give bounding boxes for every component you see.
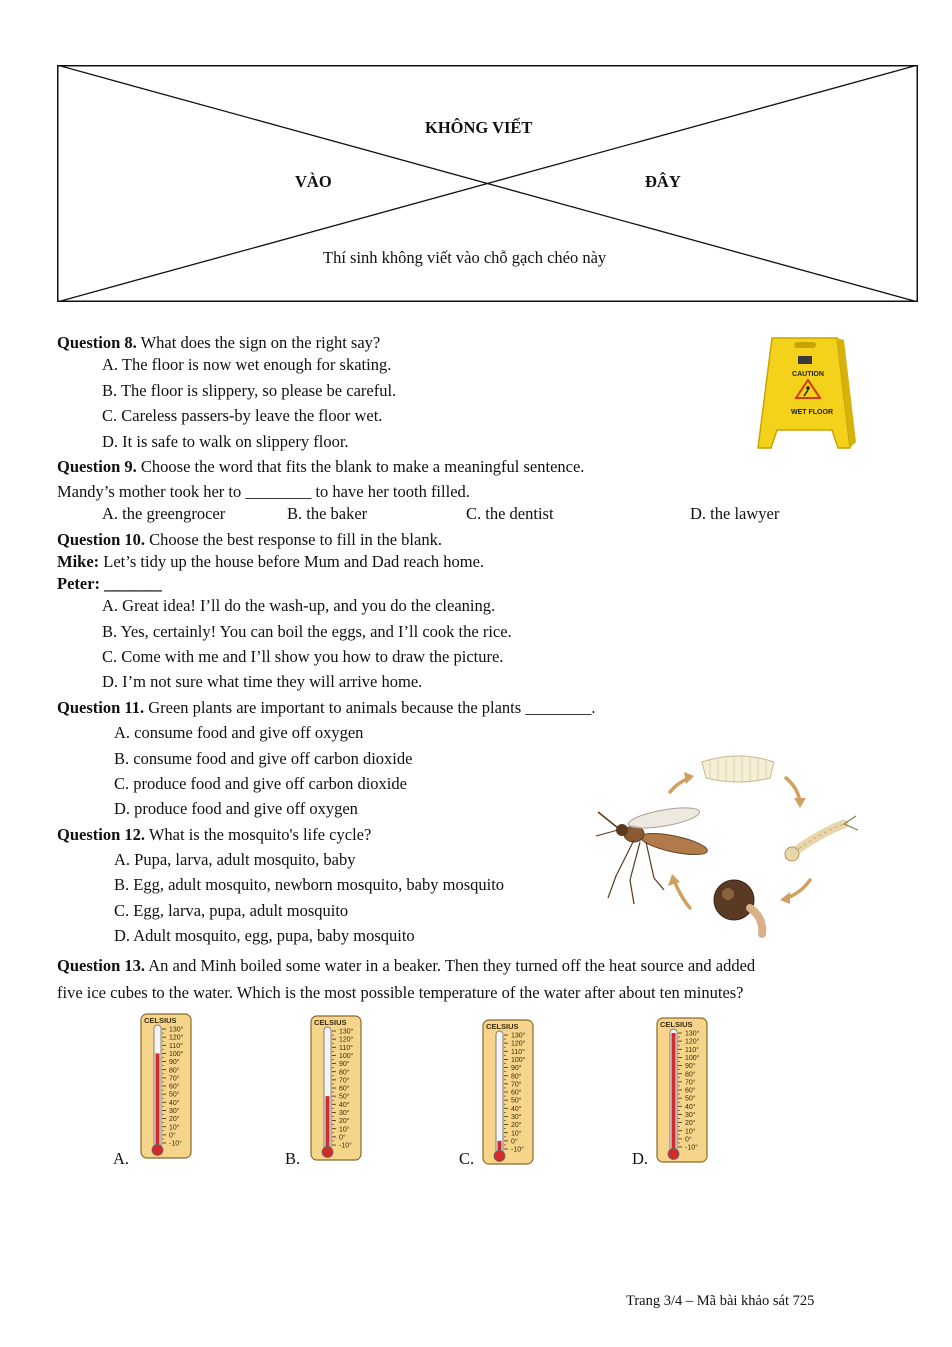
thermometer-scale-label: 90° xyxy=(339,1061,350,1069)
thermometer-scale-label: 90° xyxy=(685,1063,696,1071)
q11-stem xyxy=(57,698,595,718)
no-write-left: VÀO xyxy=(295,172,332,191)
q9-text: Choose the word that fits the blank to make a meaningful sentence. xyxy=(136,457,585,476)
thermometer-scale-label: 70° xyxy=(339,1077,350,1085)
thermometer-scale-label: 100° xyxy=(339,1053,354,1061)
q8-stem xyxy=(57,333,380,353)
q9-label: Question 9. xyxy=(57,457,137,476)
thermometer-scale-label: 60° xyxy=(169,1083,180,1091)
q10-stem xyxy=(57,530,442,550)
thermometer-option-b xyxy=(310,1015,364,1165)
thermometer-scale-label: -10° xyxy=(685,1144,698,1152)
thermometer-scale-label: 90° xyxy=(169,1059,180,1067)
q9-option-b: B. the baker xyxy=(287,504,368,523)
q12-option-b: B. Egg, adult mosquito, newborn mosquito, baby mosquito xyxy=(114,875,505,894)
wet-floor-sign-illustration xyxy=(752,330,857,455)
thermometer-scale-label: 70° xyxy=(685,1079,696,1087)
q9-sentence: Mandy’s mother took her to ________ to have her tooth filled. xyxy=(57,482,470,501)
q11-option-d: D. produce food and give off oxygen xyxy=(114,799,358,818)
q13-text-line1: An and Minh boiled some water in a beaker. Then they turned off the heat source and added xyxy=(145,956,756,975)
thermometer-scale-label: 110° xyxy=(169,1042,183,1050)
thermometer-scale-label: 50° xyxy=(511,1097,522,1105)
thermometer-mercury-d xyxy=(672,1033,676,1153)
q9-stem xyxy=(57,457,584,477)
thermometer-scale-label: 130° xyxy=(169,1026,184,1034)
thermometer-scale-label: 110° xyxy=(339,1044,353,1052)
mosquito-life-cycle-illustration xyxy=(594,748,864,940)
thermometer-scale-label: 10° xyxy=(169,1124,180,1132)
q8-option-c: C. Careless passers-by leave the floor wet. xyxy=(102,406,383,425)
thermometer-bulb xyxy=(494,1151,505,1162)
q10-option-c: C. Come with me and I’ll show you how to draw the picture. xyxy=(102,647,504,666)
thermometer-scale-label: 50° xyxy=(339,1093,350,1101)
thermometer-scale-label: 0° xyxy=(169,1132,176,1140)
q9-option-d: D. the lawyer xyxy=(690,504,780,523)
thermometer-scale-label: 50° xyxy=(169,1091,180,1099)
thermometer-scale-label: 80° xyxy=(511,1073,522,1081)
thermometer-scale-label: 120° xyxy=(685,1038,700,1046)
q10-mike-label: Mike: xyxy=(57,552,100,571)
thermometer-scale-label: 0° xyxy=(511,1138,518,1146)
sign-wet-floor-text: WET FLOOR xyxy=(791,409,833,416)
q12-text: What is the mosquito's life cycle? xyxy=(145,825,372,844)
thermometer-scale-label: -10° xyxy=(511,1146,524,1154)
q11-option-a: A. consume food and give off oxygen xyxy=(114,723,364,742)
thermometer-bulb xyxy=(152,1145,163,1156)
sign-caution-text: CAUTION xyxy=(792,371,824,378)
thermometer-scale-label: 10° xyxy=(685,1128,696,1136)
thermometer-scale-label: 40° xyxy=(685,1103,696,1111)
q10-mike-line xyxy=(57,552,484,572)
thermometer-option-d xyxy=(656,1017,710,1165)
thermometer-scale-label: 110° xyxy=(511,1048,525,1056)
thermometer-scale-label: 30° xyxy=(169,1108,180,1116)
thermometer-scale-label: 60° xyxy=(511,1089,522,1097)
q13-option-d-letter: D. xyxy=(632,1149,649,1168)
q10-peter-line xyxy=(57,574,162,594)
adult-mosquito-icon xyxy=(596,804,709,904)
thermometer-scale-label: 0° xyxy=(339,1134,346,1142)
thermometer-title: CELSIUS xyxy=(486,1022,519,1031)
q12-option-a: A. Pupa, larva, adult mosquito, baby xyxy=(114,850,356,869)
thermometer-scale-label: 40° xyxy=(339,1101,350,1109)
no-write-note: Thí sinh không viết vào chỗ gạch chéo này xyxy=(323,248,607,267)
thermometer-scale-label: 70° xyxy=(169,1075,180,1083)
q11-label: Question 11. xyxy=(57,698,145,717)
q13-option-c-letter: C. xyxy=(459,1149,475,1168)
q12-option-d: D. Adult mosquito, egg, pupa, baby mosquito xyxy=(114,926,415,945)
q8-option-a: A. The floor is now wet enough for skating. xyxy=(102,355,392,374)
larva-icon xyxy=(785,816,858,861)
thermometer-scale-label: 130° xyxy=(511,1032,526,1040)
thermometer-scale-label: 40° xyxy=(169,1099,180,1107)
thermometer-scale-label: -10° xyxy=(339,1142,352,1150)
q13-label: Question 13. xyxy=(57,956,146,975)
q10-option-a: A. Great idea! I’ll do the wash-up, and you do the cleaning. xyxy=(102,596,496,615)
thermometer-scale-label: 20° xyxy=(685,1120,696,1128)
no-write-line1: KHÔNG VIẾT xyxy=(425,118,533,137)
thermometer-scale-label: 120° xyxy=(339,1036,354,1044)
thermometer-scale-label: 70° xyxy=(511,1081,522,1089)
q13-option-a-letter: A. xyxy=(113,1149,130,1168)
thermometer-scale-label: 100° xyxy=(685,1055,700,1063)
q8-text: What does the sign on the right say? xyxy=(136,333,381,352)
no-write-box xyxy=(57,65,918,302)
thermometer-scale-label: 120° xyxy=(511,1040,526,1048)
q10-option-b: B. Yes, certainly! You can boil the eggs, and I’ll cook the rice. xyxy=(102,622,512,641)
thermometer-scale-label: 80° xyxy=(685,1071,696,1079)
thermometer-scale-label: 30° xyxy=(339,1110,350,1118)
q10-mike-text: Let’s tidy up the house before Mum and Dad reach home. xyxy=(99,552,485,571)
thermometer-bulb xyxy=(668,1149,679,1160)
q8-option-d: D. It is safe to walk on slippery floor. xyxy=(102,432,349,451)
thermometer-scale-label: 30° xyxy=(685,1112,696,1120)
egg-raft-icon xyxy=(702,755,774,782)
thermometer-bulb xyxy=(322,1147,333,1158)
thermometer-option-a xyxy=(140,1013,194,1163)
q11-option-c: C. produce food and give off carbon dioxide xyxy=(114,774,407,793)
thermometer-scale-label: 20° xyxy=(169,1116,180,1124)
thermometer-title: CELSIUS xyxy=(314,1018,347,1027)
thermometer-scale-label: 20° xyxy=(339,1118,350,1126)
q12-stem xyxy=(57,825,371,845)
q12-label: Question 12. xyxy=(57,825,146,844)
thermometer-mercury-a xyxy=(156,1053,160,1149)
thermometer-scale-label: 20° xyxy=(511,1122,522,1130)
thermometer-scale-label: 40° xyxy=(511,1105,522,1113)
thermometer-scale-label: 130° xyxy=(685,1030,700,1038)
thermometer-scale-label: 30° xyxy=(511,1114,522,1122)
q13-option-b-letter: B. xyxy=(285,1149,301,1168)
q12-option-c: C. Egg, larva, pupa, adult mosquito xyxy=(114,901,349,920)
q9-option-a: A. the greengrocer xyxy=(102,504,226,523)
q10-option-d: D. I’m not sure what time they will arrive home. xyxy=(102,672,423,691)
q9-option-c: C. the dentist xyxy=(466,504,554,523)
thermometer-scale-label: 120° xyxy=(169,1034,184,1042)
q8-option-b: B. The floor is slippery, so please be careful. xyxy=(102,381,397,400)
thermometer-scale-label: 80° xyxy=(169,1067,180,1075)
q13-stem-line2: five ice cubes to the water. Which is the most possible temperature of the water after about ten minutes? xyxy=(57,983,744,1002)
thermometer-scale-label: 130° xyxy=(339,1028,354,1036)
thermometer-scale-label: 50° xyxy=(685,1095,696,1103)
q13-stem-line1 xyxy=(57,956,755,976)
thermometer-tube xyxy=(496,1031,503,1155)
thermometer-title: CELSIUS xyxy=(660,1020,693,1029)
thermometer-scale-label: 10° xyxy=(511,1130,522,1138)
no-write-right: ĐÂY xyxy=(645,172,681,191)
thermometer-scale-label: 90° xyxy=(511,1065,522,1073)
thermometer-scale-label: -10° xyxy=(169,1140,182,1148)
q10-peter-blank: _______ xyxy=(100,574,162,593)
thermometer-scale-label: 60° xyxy=(685,1087,696,1095)
thermometer-scale-label: 10° xyxy=(339,1126,350,1134)
thermometer-title: CELSIUS xyxy=(144,1016,177,1025)
thermometer-mercury-b xyxy=(326,1096,330,1151)
q11-text: Green plants are important to animals because the plants ________. xyxy=(144,698,596,717)
q10-peter-label: Peter: xyxy=(57,574,101,593)
thermometer-scale-label: 0° xyxy=(685,1136,692,1144)
pupa-icon xyxy=(714,880,762,934)
page-footer: Trang 3/4 – Mã bài khảo sát 725 xyxy=(626,1293,815,1309)
q11-option-b: B. consume food and give off carbon dioxide xyxy=(114,749,413,768)
thermometer-scale-label: 80° xyxy=(339,1069,350,1077)
q10-label: Question 10. xyxy=(57,530,146,549)
q8-label: Question 8. xyxy=(57,333,137,352)
thermometer-scale-label: 100° xyxy=(511,1057,526,1065)
thermometer-scale-label: 100° xyxy=(169,1051,184,1059)
thermometer-option-c xyxy=(482,1019,536,1167)
thermometer-scale-label: 60° xyxy=(339,1085,350,1093)
thermometer-scale-label: 110° xyxy=(685,1046,699,1054)
q10-text: Choose the best response to fill in the blank. xyxy=(145,530,442,549)
